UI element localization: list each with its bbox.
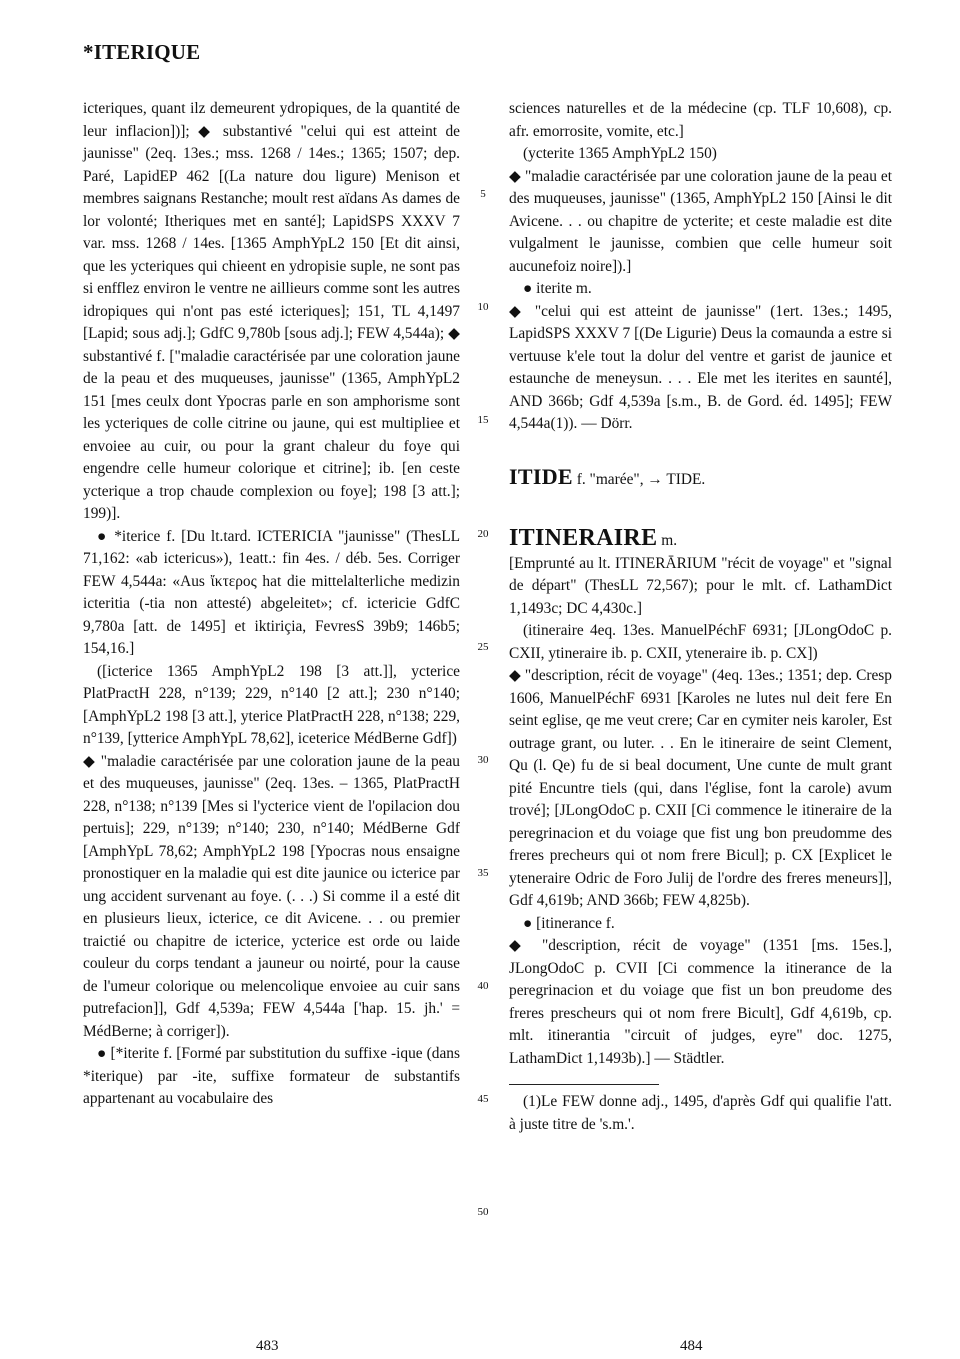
- itide-text: f. "marée", → TIDE.: [576, 470, 706, 488]
- footnote: (1)Le FEW donne adj., 1495, d'après Gdf qui qualifie l'att. à juste titre de 's.m.'.: [509, 1093, 892, 1133]
- entry-itide: [509, 463, 892, 492]
- line-number: 20: [477, 528, 489, 540]
- line-number: 40: [477, 980, 489, 992]
- running-header: *ITERIQUE: [83, 40, 201, 64]
- footnote-rule: [509, 1084, 659, 1085]
- left-column: [83, 98, 460, 1111]
- line-number: 50: [477, 1206, 489, 1218]
- page-number-right: 484: [680, 1338, 703, 1354]
- right-column: [509, 98, 892, 1136]
- right-paragraph-definition-2: ◆ "celui qui est atteint de jaunisse" (1ert. 13es.; 1495, LapidSPS XXXV 7 [(De Ligurie) Deus la comaunda a estre si vertuuse k'ele tout la dolur del ventre et garist de jaunice et estaunche de meneysun. . . . Ele met les iterites en saunté], AND 366b; Gdf 4,539a [s.m., B. de Gord. éd. 1495]; FEW 4,544a(1)). — Dörr.: [509, 302, 892, 432]
- line-number: 25: [477, 641, 489, 653]
- line-number: 10: [477, 301, 489, 313]
- line-number: 5: [480, 188, 486, 200]
- right-paragraph-forms: (ycterite 1365 AmphYpL2 150): [523, 145, 717, 162]
- line-number: 45: [477, 1093, 489, 1105]
- itineraire-gender: m.: [661, 532, 678, 549]
- left-paragraph-forms: ([icterice 1365 AmphYpL2 198 [3 att.]], ycterice PlatPractH 228, n°139; 229, n°140 [2 att.]; 230 n°140; [AmphYpL2 198 [3 att.], yterice PlatPractH 228, n°138; 229, n°139, [ytterice AmphYpL 78,62], iceterice MédBerne Gdf]): [83, 662, 460, 747]
- right-paragraph-1: sciences naturelles et de la médecine (cp. TLF 10,608), cp. afr. emorrosite, vomite, etc.]: [509, 100, 892, 140]
- itineraire-forms: (itineraire 4eq. 13es. ManuelPéchF 6931; [JLongOdoC p. CXII, ytineraire ib. p. CXII, yteneraire ib. p. CX]): [509, 622, 892, 662]
- left-paragraph-iterice: ● *iterice f. [Du lt.tard. ICTERICIA "jaunisse" (ThesLL 71,162: «ab ictericus»), 1eatt.: fin 4es. / déb. 5es. Corriger FEW 4,544a: «Aus ἴκτερος hat die mittelalterliche medizin icteritia (-tia non attesté) abgeleitet»; cf. ictericie GdfC 9,780a [att. de 1495] et iktiriçia, FevresS 39b9; 146b5; 154,16.]: [83, 527, 460, 657]
- right-paragraph-definition: ◆ "maladie caractérisée par une coloration jaune de la peau et des muqueuses, jaunisse" (1365, AmphYpL2 150 [Ainsi le dit Avicene. . . ou chapitre de ycterite; et ceste maladie est dite vulgalment le jaunisse, combien que celle humeur soit aucunefoiz noire]).]: [509, 167, 892, 275]
- line-number: 35: [477, 867, 489, 879]
- right-sublemma-itinerance: ● [itinerance f.: [523, 914, 615, 932]
- lemma-itide: ITIDE: [509, 463, 573, 489]
- line-number: 15: [477, 414, 489, 426]
- itinerance-definition: ◆ "description, récit de voyage" (1351 [ms. 15es.], JLongOdoC p. CVII [Ci commence la itinerance de la peregrinacion et du voiage que fist un bon preudome des freres prescheurs qui ot nom frere Bicult], Gdf 4,619b, cp. mlt. itinerantia "circuit of judges, eyre" doc. 1275, LathamDict 1,1493b).] — Städtler.: [509, 937, 892, 1067]
- page-number-left: 483: [256, 1338, 279, 1354]
- left-paragraph-iterite: ● [*iterite f. [Formé par substitution du suffixe -ique (dans *iterique) par -ite, suffixe formateur de substantifs appartenant au vocabulaire des: [83, 1045, 460, 1107]
- itineraire-definition: ◆ "description, récit de voyage" (4eq. 13es.; 1351; dep. Cresp 1606, ManuelPéchF 6931 [Karoles ne lutes nul deit fere En seint eglise, qe me veut crere; Car en cymiter neis karoler, Est outrage grant, ou luter. . . En le itineraire de seint Clement, Qu (l. Qe) fu de si beal document, Une cunte de mult grant pité Encuntre tiels (qui, dans l'église, font la carole) avum trové]; [JLongOdoC p. CXII [Ci commence le itineraire de la peregrinacion et du voiage que fist ung bon preudomme des freres precheurs qui ot nom frere Bicul]; p. CX [Explicet le yteneraire Odric de Foro Julij de l'ordre des freres meneurs]], Gdf 4,619b; AND 366b; FEW 4,825b).: [509, 667, 892, 909]
- itineraire-etymology: [Emprunté au lt. ITINERĀRIUM "récit de voyage" et "signal de départ" (ThesLL 72,567); pour le mlt. cf. LathamDict 1,1493c; DC 4,430c.]: [509, 554, 892, 617]
- left-paragraph-1: icteriques, quant ilz demeurent ydropiques, de la quantité de leur inflacion])]; ◆ substantivé "celui qui est atteint de jaunisse" (2eq. 13es.; mss. 1268 / 14es.; 1365; 1507; dep. Paré, LapidEP 462 [(La nature dou ligure) Menison et membres saignans Restanche; moult rest aïdans As dames de lor volonté; Itheriques met en santé]; LapidSPS XXXV 7 var. mss. 1268 / 14es. [1365 AmphYpL2 150 [Et dit ainsi, que les ycteriques qui chieent en ydropisie suple, ne sont pas si enfflez environ le ventre ne aillieurs comme sont les autres idropiques qui n'ont pas esté icteriques]; 151, TL 4,1497 [Lapid; sous adj.]; GdfC 9,780b [sous adj.]; FEW 4,544a); ◆ substantivé f. ["maladie caractérisée par une coloration jaune de la peau et des muqueuses, jaunisse" (1365, AmphYpL2 151 [mes ceulx dont Ypocras parle en son amphorisme sont les ycteriques de colle citrine ou jaune, qui est multipliee et envoiee au cuir, ou pour la grant chaleur du foye qui engendre celle humeur colorique et citrine]; ib. [en ceste ycterique a trop chaude complexion ou foye]; 198 [3 att.]; 199)].: [83, 100, 460, 522]
- entry-itineraire: [509, 527, 892, 553]
- right-sublemma-iterite: ● iterite m.: [523, 280, 592, 297]
- left-paragraph-definition: ◆ "maladie caractérisée par une coloration jaune de la peau et des muqueuses, jaunisse" (2eq. 13es. – 1365, PlatPractH 228, n°138; n°139 [Mes si l'ycterice vient de l'opilacion dou pertuis]; 229, n°139; n°140; 230, n°140; MédBerne Gdf [AmphYpL 78,62; AmphYpL2 198 [Ypocras nous ensaigne pronostiquer en la maladie qui est dite jaunice ou icterice par ung accident survenant au foye. (. . .) Si comme il a esté dit en plusieurs lieux, icterice, ce dit Avicene. . . ou premier traictié ou chapitre de icterice, ycterice est orde ou laide couleur du corps tendant a jauneur ou noirté, pour la cause de l'umeur colorique ou melencolique envoiee au cuir sans putrefacion]], Gdf 4,539a; FEW 4,544a ['hap. 15. jh.' = MédBerne; à corriger]).: [83, 752, 460, 1040]
- line-number: 30: [477, 754, 489, 766]
- lemma-itineraire: ITINERAIRE: [509, 525, 658, 551]
